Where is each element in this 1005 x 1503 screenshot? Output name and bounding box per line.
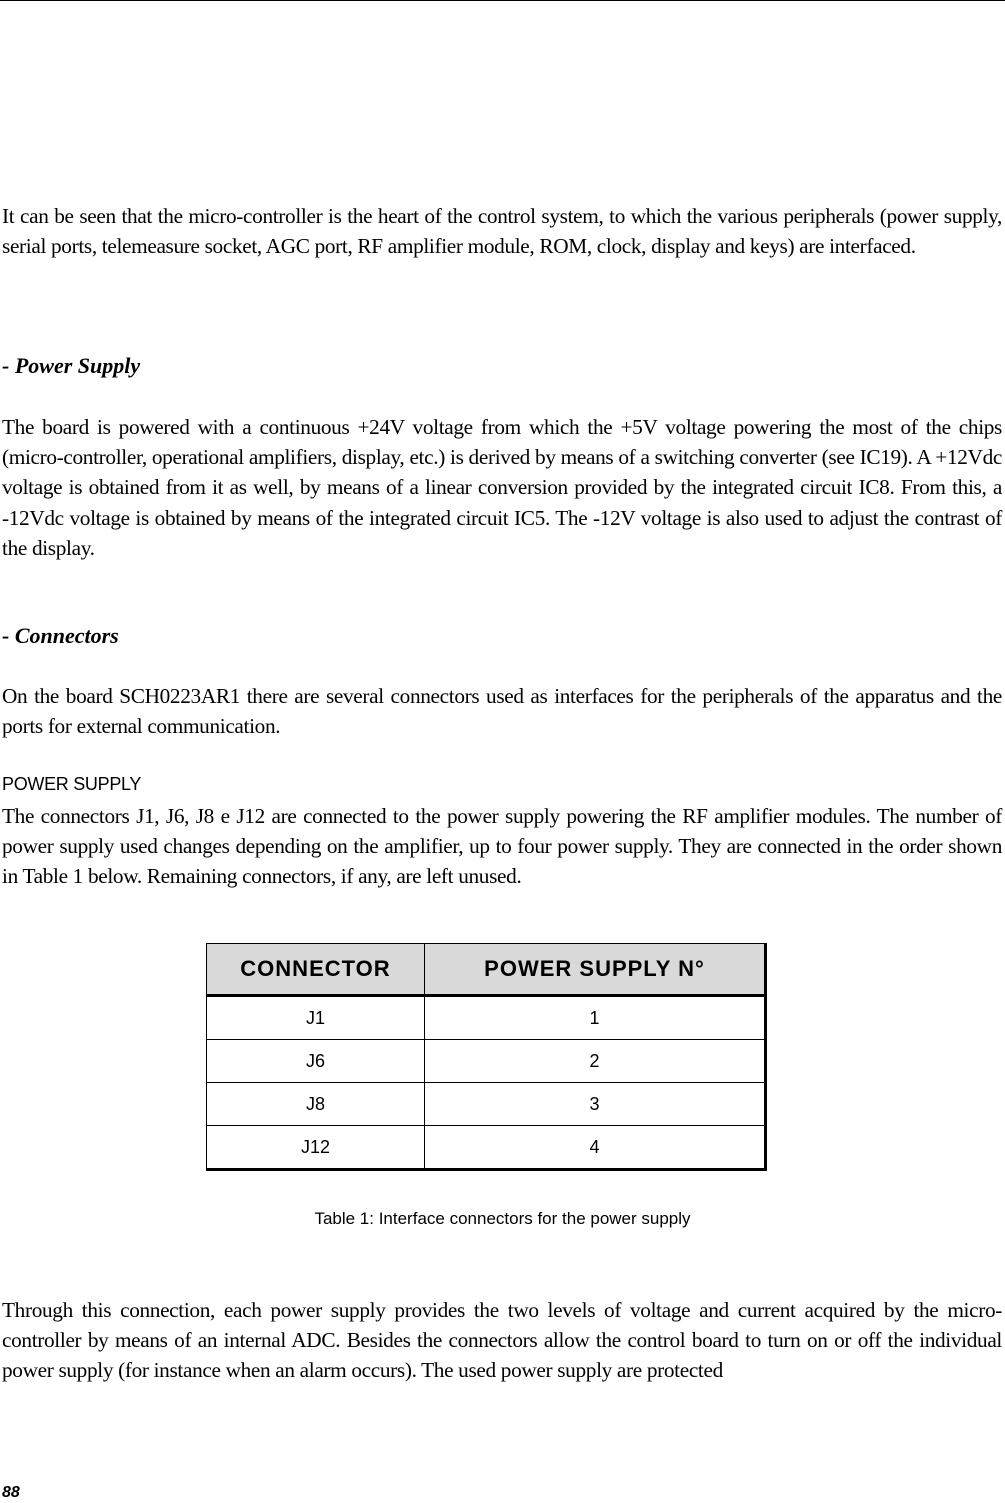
table-caption: Table 1: Interface connectors for the power supply — [314, 1209, 691, 1228]
power-supply-cell: 3 — [425, 1083, 766, 1126]
top-rule — [0, 0, 1005, 1]
table-row — [207, 996, 766, 1040]
table-row — [207, 1040, 766, 1083]
power-supply-cell: 1 — [425, 996, 766, 1040]
power-supply-cell: 2 — [425, 1040, 766, 1083]
connector-cell: J8 — [207, 1083, 425, 1126]
power-supply-paragraph: The board is powered with a continuous +24V voltage from which the +5V voltage powering the most of the chips (micro-controller, operational amplifiers, display, etc.) is derived by means of a switching converter (see IC19). A +12Vdc voltage is obtained from it as well, by means of a linear conversion provided by the integrated circuit IC8. From this, a -12Vdc voltage is obtained by means of the integrated circuit IC5. The -12V voltage is also used to adjust the contrast of the display. — [2, 415, 1002, 560]
connectors-heading: - Connectors — [2, 623, 119, 648]
header-power-supply: POWER SUPPLY N° — [425, 944, 766, 996]
header-connector: CONNECTOR — [207, 944, 425, 996]
connector-table — [206, 943, 767, 1171]
table-header-row — [207, 944, 766, 996]
power-supply-subheading: POWER SUPPLY — [2, 774, 142, 794]
connector-cell: J1 — [207, 996, 425, 1040]
power-supply-cell: 4 — [425, 1126, 766, 1170]
table-row — [207, 1126, 766, 1170]
connector-cell: J12 — [207, 1126, 425, 1170]
page-number: 88 — [2, 1484, 20, 1501]
intro-paragraph: It can be seen that the micro-controller is the heart of the control system, to which the various peripherals (power supply, serial ports, telemeasure socket, AGC port, RF amplifier module, ROM, clock, display and keys) are interfaced. — [2, 204, 1002, 259]
power-supply-connectors-paragraph: The connectors J1, J6, J8 e J12 are connected to the power supply powering the RF amplifier modules. The number of power supply used changes depending on the amplifier, up to four power supply. They are connected in the order shown in Table 1 below. Remaining connectors, if any, are left unused. — [2, 804, 1002, 889]
connectors-paragraph: On the board SCH0223AR1 there are several connectors used as interfaces for the peripherals of the apparatus and the ports for external communication. — [2, 684, 1002, 739]
closing-paragraph: Through this connection, each power supply provides the two levels of voltage and current acquired by the micro-controller by means of an internal ADC. Besides the connectors allow the control board to turn on or off the individual power supply (for instance when an alarm occurs). The used power supply are protected — [2, 1298, 1002, 1383]
connector-cell: J6 — [207, 1040, 425, 1083]
table-row — [207, 1083, 766, 1126]
power-supply-heading: - Power Supply — [2, 353, 141, 378]
